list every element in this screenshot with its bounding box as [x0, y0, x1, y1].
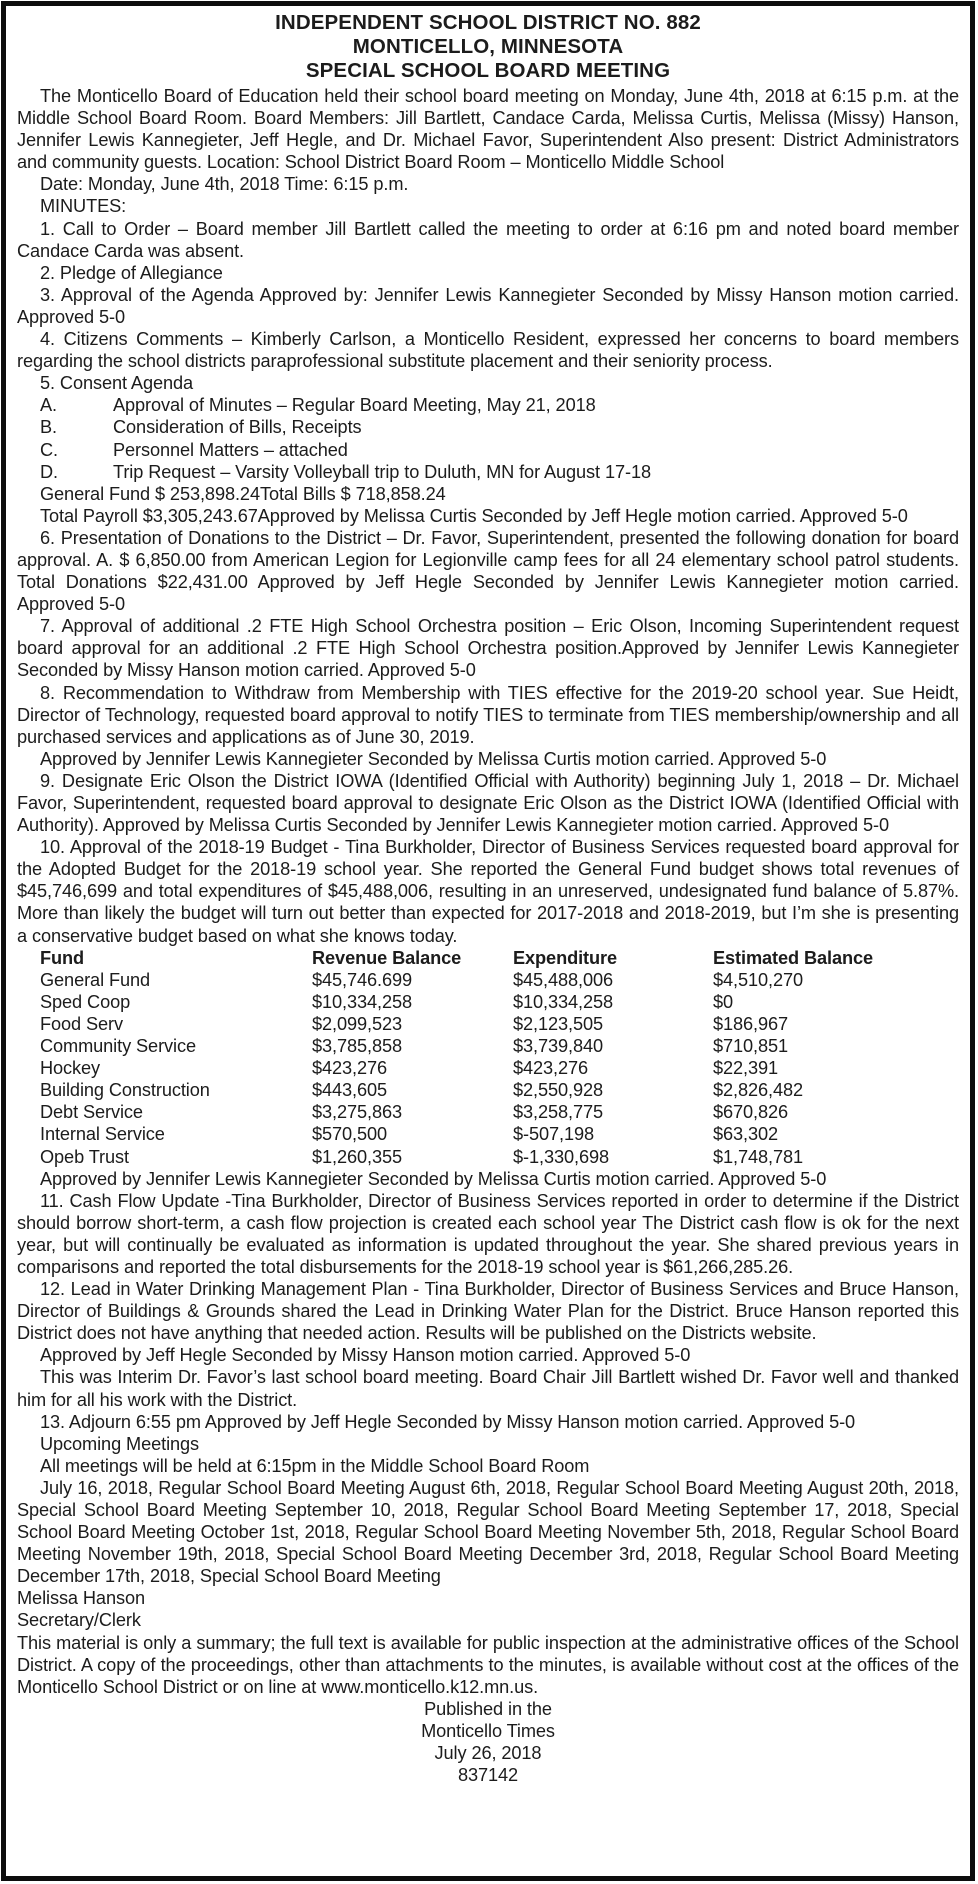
table-cell: Internal Service	[40, 1124, 165, 1145]
city-state-title: MONTICELLO, MINNESOTA	[352, 35, 624, 58]
table-cell: $3,275,863	[312, 1102, 403, 1123]
item-3-agenda: 3. Approval of the Agenda Approved by: Jennifer Lewis Kannegieter Seconded by Missy Hanson motion carried. Approved 5-0	[17, 284, 959, 327]
table-cell: $2,550,928	[513, 1080, 604, 1101]
consent-item-letter: A.	[40, 395, 57, 416]
table-header-cell: Revenue Balance	[312, 947, 462, 968]
consent-item-text: Trip Request – Varsity Volleyball trip to Duluth, MN for August 17-18	[113, 461, 651, 482]
table-cell: $1,748,781	[713, 1146, 804, 1167]
table-cell: $443,605	[312, 1080, 388, 1101]
table-cell: $0	[713, 991, 734, 1012]
table-cell: $-1,330,698	[513, 1146, 609, 1167]
signature-name: Melissa Hanson	[17, 1588, 145, 1609]
table-cell: $45,746.699	[312, 969, 413, 990]
publication-name: Monticello Times	[421, 1720, 555, 1741]
table-cell: $2,826,482	[713, 1080, 804, 1101]
publication-date: July 26, 2018	[434, 1743, 542, 1764]
item-10-approval-line: Approved by Jennifer Lewis Kannegieter Seconded by Melissa Curtis motion carried. Approved 5-0	[40, 1168, 827, 1189]
table-cell: $1,260,355	[312, 1146, 403, 1167]
intro-paragraph: The Monticello Board of Education held their school board meeting on Monday, June 4th, 2018 at 6:15 p.m. at the Middle School Board Room. Board Members: Jill Bartlett, Candace Carda, Melissa Curtis, Melissa (Missy) Hanson, Jennifer Lewis Kannegieter, Jeff Hegle, and Dr. Michael Favor, Superintendent Also present: District Administrators and community guests. Location: School District Board Room – Monticello Middle School	[17, 86, 959, 173]
table-cell: $10,334,258	[312, 991, 413, 1012]
item-11-cash-flow: 11. Cash Flow Update -Tina Burkholder, Director of Business Services reported in order to determine if the District should borrow short-term, a cash flow projection is created each school year The District cash flow is ok for the next year, but will continually be evaluated as information is updated throughout the year. She shared previous years in comparisons and reported the total disbursements for the 2018-19 school year is $61,266,285.26.	[17, 1190, 959, 1277]
total-payroll-line: Total Payroll $3,305,243.67Approved by Melissa Curtis Seconded by Jeff Hegle motion carried. Approved 5-0	[40, 505, 908, 526]
table-cell: Opeb Trust	[40, 1146, 129, 1167]
table-cell: $22,391	[713, 1058, 779, 1079]
favor-farewell-note: This was Interim Dr. Favor’s last school board meeting. Board Chair Jill Bartlett wished Dr. Favor well and thanked him for all his work with the District.	[17, 1367, 959, 1410]
meetings-schedule: July 16, 2018, Regular School Board Meeting August 6th, 2018, Regular School Board Meeting August 20th, 2018, Special School Board Meeting September 10, 2018, Regular School Board Meeting September 17, 2018, Special School Board Meeting October 1st, 2018, Regular School Board Meeting November 5th, 2018, Regular School Board Meeting November 19th, 2018, Special School Board Meeting December 3rd, 2018, Regular School Board Meeting December 17th, 2018, Special School Board Meeting	[17, 1477, 959, 1587]
meeting-type-title: SPECIAL SCHOOL BOARD MEETING	[305, 59, 671, 82]
table-cell: $2,099,523	[312, 1013, 403, 1034]
table-cell: General Fund	[40, 969, 151, 990]
table-cell: Food Serv	[40, 1013, 124, 1034]
consent-item-b	[17, 416, 959, 438]
table-cell: $10,334,258	[513, 991, 614, 1012]
item-13-adjourn: 13. Adjourn 6:55 pm Approved by Jeff Hegle Seconded by Missy Hanson motion carried. Approved 5-0	[40, 1411, 856, 1432]
consent-item-text: Approval of Minutes – Regular Board Meeting, May 21, 2018	[113, 395, 596, 416]
table-cell: Building Construction	[40, 1080, 210, 1101]
table-cell: $3,258,775	[513, 1102, 604, 1123]
item-8-ties-withdrawal: 8. Recommendation to Withdraw from Membership with TIES effective for the 2019-20 school year. Sue Heidt, Director of Technology, requested board approval to notify TIES to terminate from TIES membership/ownership and all purchased services and applications as of June 30, 2019.	[17, 682, 959, 747]
notice-content	[6, 6, 970, 1876]
table-header-cell: Expenditure	[513, 947, 618, 968]
table-cell: $670,826	[713, 1102, 789, 1123]
item-9-iowa-designation: 9. Designate Eric Olson the District IOWA (Identified Official with Authority) beginning July 1, 2018 – Dr. Michael Favor, Superintendent, requested board approval to designate Eric Olson as the District IOWA (Identified Official with Authority). Approved by Melissa Curtis Seconded by Jennifer Lewis Kannegieter motion carried. Approved 5-0	[17, 770, 959, 836]
table-cell: Debt Service	[40, 1102, 143, 1123]
meetings-location-line: All meetings will be held at 6:15pm in the Middle School Board Room	[40, 1455, 590, 1476]
consent-item-d	[17, 461, 959, 483]
item-1-call-to-order: 1. Call to Order – Board member Jill Bartlett called the meeting to order at 6:16 pm and noted board member Candace Carda was absent.	[17, 218, 959, 261]
consent-item-c	[17, 439, 959, 461]
item-12-lead-water-plan: 12. Lead in Water Drinking Management Plan - Tina Burkholder, Director of Business Services and Bruce Hanson, Director of Buildings & Grounds shared the Lead in Drinking Water Plan for the District. Bruce Hanson reported this District does not have anything that needed action. Results will be published on the Districts website.	[17, 1279, 959, 1344]
item-12-approval-line: Approved by Jeff Hegle Seconded by Missy Hanson motion carried. Approved 5-0	[40, 1345, 691, 1366]
table-cell: $423,276	[312, 1058, 388, 1079]
table-cell: $3,785,858	[312, 1036, 403, 1057]
table-row	[17, 1035, 959, 1057]
date-time-line: Date: Monday, June 4th, 2018 Time: 6:15 p.m.	[40, 174, 409, 195]
table-cell: $710,851	[713, 1036, 789, 1057]
budget-table-header-row	[17, 947, 959, 969]
consent-item-a	[17, 394, 959, 416]
table-cell: Sped Coop	[40, 991, 131, 1012]
table-row	[17, 1123, 959, 1145]
table-cell: $3,739,840	[513, 1036, 604, 1057]
table-cell: Hockey	[40, 1058, 101, 1079]
table-row	[17, 1079, 959, 1101]
summary-disclaimer: This material is only a summary; the full text is available for public inspection at the administrative offices of the School District. A copy of the proceedings, other than attachments to the minutes, is available without cost at the offices of the Monticello School District or on line at www.monticello.k12.mn.us.	[17, 1632, 959, 1697]
table-cell: $423,276	[513, 1058, 589, 1079]
table-cell: $570,500	[312, 1124, 388, 1145]
notice-header	[17, 11, 959, 83]
notice-number: 837142	[457, 1765, 519, 1786]
district-title: INDEPENDENT SCHOOL DISTRICT NO. 882	[275, 11, 701, 34]
consent-item-letter: B.	[40, 417, 57, 438]
item-10-budget-approval: 10. Approval of the 2018-19 Budget - Tina Burkholder, Director of Business Services requested board approval for the Adopted Budget for the 2018-19 school year. She reported the General Fund budget shows total revenues of $45,746,699 and total expenditures of $45,488,006, resulting in an unreserved, undesignated fund balance of 5.87%. More than likely the budget will turn out better than expected for 2017-2018 and 2018-2019, but I’m she is presenting a conservative budget based on what she knows today.	[17, 837, 959, 946]
consent-item-letter: C.	[40, 439, 58, 460]
table-row	[17, 969, 959, 991]
table-cell: $63,302	[713, 1124, 779, 1145]
table-row	[17, 1057, 959, 1079]
table-cell: $186,967	[713, 1013, 789, 1034]
table-cell: Community Service	[40, 1036, 196, 1057]
item-2-pledge: 2. Pledge of Allegiance	[40, 262, 223, 283]
table-cell: $4,510,270	[713, 969, 804, 990]
table-header-cell: Fund	[40, 947, 85, 968]
consent-item-text: Personnel Matters – attached	[113, 439, 348, 460]
table-row	[17, 1013, 959, 1035]
upcoming-meetings-heading: Upcoming Meetings	[40, 1433, 200, 1454]
table-header-cell: Estimated Balance	[713, 947, 874, 968]
minutes-heading: MINUTES:	[40, 196, 127, 217]
table-cell: $-507,198	[513, 1124, 595, 1145]
published-in-line: Published in the	[424, 1698, 552, 1719]
item-5-consent-agenda: 5. Consent Agenda	[40, 373, 194, 394]
item-4-citizens-comments: 4. Citizens Comments – Kimberly Carlson, a Monticello Resident, expressed her concerns to board members regarding the school districts paraprofessional substitute placement and their seniority process.	[17, 329, 959, 372]
table-cell: $2,123,505	[513, 1013, 604, 1034]
item-8-approval-line: Approved by Jennifer Lewis Kannegieter Seconded by Melissa Curtis motion carried. Approved 5-0	[40, 748, 827, 769]
item-7-orchestra-position: 7. Approval of additional .2 FTE High School Orchestra position – Eric Olson, Incoming Superintendent request board approval for an additional .2 FTE High School Orchestra position.Approved by Jennifer Lewis Kannegieter Seconded by Missy Hanson motion carried. Approved 5-0	[17, 616, 959, 681]
table-cell: $45,488,006	[513, 969, 614, 990]
consent-item-letter: D.	[40, 461, 58, 482]
consent-item-text: Consideration of Bills, Receipts	[113, 417, 362, 438]
signature-title: Secretary/Clerk	[17, 1610, 141, 1631]
table-row	[17, 1101, 959, 1123]
budget-table	[17, 947, 959, 1168]
table-row	[17, 991, 959, 1013]
item-6-donations: 6. Presentation of Donations to the District – Dr. Favor, Superintendent, presented the following donation for board approval. A. $ 6,850.00 from American Legion for Legionville camp fees for all 24 elementary school patrol students. Total Donations $22,431.00 Approved by Jeff Hegle Seconded by Jennifer Lewis Kannegieter motion carried. Approved 5-0	[17, 527, 959, 615]
notice-body	[17, 85, 959, 1786]
general-fund-total-bills-line: General Fund $ 253,898.24Total Bills $ 718,858.24	[40, 483, 446, 504]
table-row	[17, 1146, 959, 1168]
